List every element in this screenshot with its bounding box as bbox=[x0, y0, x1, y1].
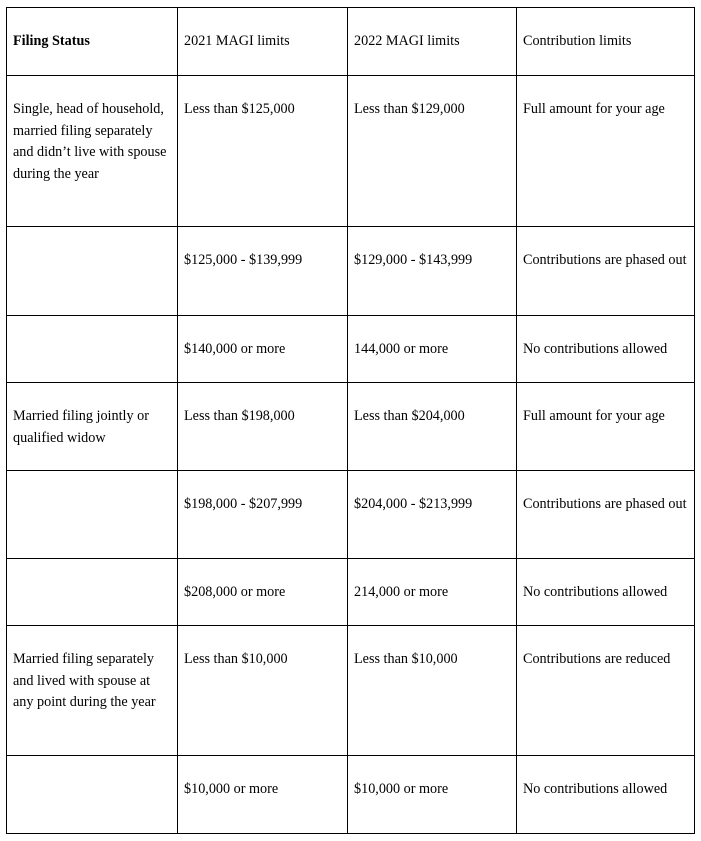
table-row bbox=[7, 471, 695, 559]
filing-status-cell bbox=[7, 227, 178, 316]
magi-2021-cell: $198,000 - $207,999 bbox=[178, 471, 348, 559]
header-filing-status: Filing Status bbox=[7, 8, 178, 76]
table-row bbox=[7, 227, 695, 316]
table-row bbox=[7, 626, 695, 756]
magi-2022-cell: Less than $129,000 bbox=[348, 76, 517, 227]
magi-2021-cell: $208,000 or more bbox=[178, 559, 348, 626]
magi-2021-cell: Less than $10,000 bbox=[178, 626, 348, 756]
filing-status-cell bbox=[7, 316, 178, 383]
contribution-limit-cell: No contributions allowed bbox=[517, 756, 695, 834]
table-row bbox=[7, 756, 695, 834]
header-contribution-limits: Contribution limits bbox=[517, 8, 695, 76]
table-row bbox=[7, 559, 695, 626]
contribution-limit-cell: Full amount for your age bbox=[517, 76, 695, 227]
table-header-row bbox=[7, 8, 695, 76]
filing-status-cell: Married filing jointly or qualified widow bbox=[7, 383, 178, 471]
filing-status-cell bbox=[7, 471, 178, 559]
contribution-limit-cell: No contributions allowed bbox=[517, 316, 695, 383]
magi-2021-cell: $125,000 - $139,999 bbox=[178, 227, 348, 316]
filing-status-cell bbox=[7, 559, 178, 626]
magi-2022-cell: 214,000 or more bbox=[348, 559, 517, 626]
magi-2022-cell: 144,000 or more bbox=[348, 316, 517, 383]
magi-2022-cell: Less than $204,000 bbox=[348, 383, 517, 471]
contribution-limit-cell: No contributions allowed bbox=[517, 559, 695, 626]
table-row bbox=[7, 316, 695, 383]
contribution-limit-cell: Contributions are phased out bbox=[517, 227, 695, 316]
magi-2021-cell: $140,000 or more bbox=[178, 316, 348, 383]
magi-2022-cell: Less than $10,000 bbox=[348, 626, 517, 756]
magi-2022-cell: $10,000 or more bbox=[348, 756, 517, 834]
magi-limits-table bbox=[6, 7, 695, 834]
contribution-limit-cell: Full amount for your age bbox=[517, 383, 695, 471]
magi-2022-cell: $129,000 - $143,999 bbox=[348, 227, 517, 316]
contribution-limit-cell: Contributions are phased out bbox=[517, 471, 695, 559]
magi-2022-cell: $204,000 - $213,999 bbox=[348, 471, 517, 559]
filing-status-cell: Single, head of household, married filing separately and didn’t live with spouse during the year bbox=[7, 76, 178, 227]
magi-2021-cell: Less than $125,000 bbox=[178, 76, 348, 227]
contribution-limit-cell: Contributions are reduced bbox=[517, 626, 695, 756]
header-2022-magi-limits: 2022 MAGI limits bbox=[348, 8, 517, 76]
filing-status-cell bbox=[7, 756, 178, 834]
magi-2021-cell: $10,000 or more bbox=[178, 756, 348, 834]
header-2021-magi-limits: 2021 MAGI limits bbox=[178, 8, 348, 76]
filing-status-cell: Married filing separately and lived with spouse at any point during the year bbox=[7, 626, 178, 756]
magi-2021-cell: Less than $198,000 bbox=[178, 383, 348, 471]
table-row bbox=[7, 76, 695, 227]
table-row bbox=[7, 383, 695, 471]
